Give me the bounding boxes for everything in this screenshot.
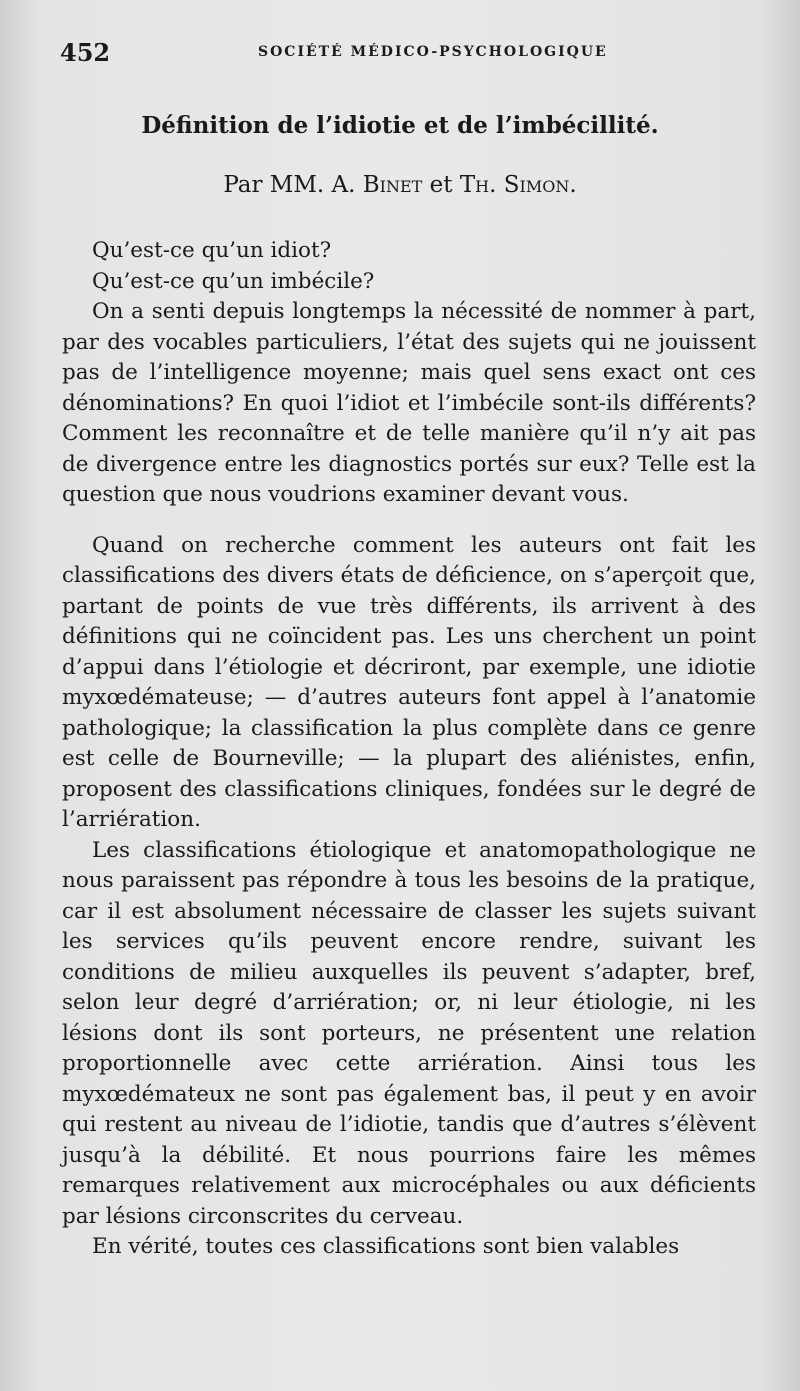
author-byline	[0, 172, 800, 198]
byline-and: et	[422, 172, 460, 198]
author-simon: Th. Simon	[459, 172, 570, 198]
running-head	[40, 38, 760, 68]
journal-title: SOCIÉTÉ MÉDICO-PSYCHOLOGIQUE	[258, 44, 608, 60]
question-imbecile: Qu’est-ce qu’un imbécile?	[92, 268, 375, 294]
page-number: 452	[60, 38, 111, 67]
paragraph-intro: On a senti depuis longtemps la nécessité de nommer à part, par des vocables particuliers, l’état des sujets qui ne jouissent pas de l’intelligence moyenne; mais quel sens exact ont ces dénominations? En quoi l’idiot et l’imbécile sont-ils différents? Comment les reconnaître et de telle manière qu’il n’y ait pas de divergence entre les diagnostics portés sur eux? Telle est la question que nous voudrions examiner devant vous.	[62, 299, 756, 507]
article-title: Définition de l’idiotie et de l’imbécillité.	[141, 112, 659, 139]
author-binet: A. Binet	[331, 172, 423, 198]
question-idiot: Qu’est-ce qu’un idiot?	[92, 238, 332, 263]
paragraph-classifications: Quand on recherche comment les auteurs ont fait les classifications des divers états de déficience, on s’aperçoit que, partant de points de vue très différents, ils arrivent à des définitions qui ne coïncident pas. Les uns cherchent un point d’appui dans l’étiologie et décriront, par exemple, une idiotie myxœdémateuse; — d’autres auteurs font appel à l’anatomie pathologique; la classification la plus complète dans ce genre est celle de Bourneville; — la plupart des aliénistes, enfin, proposent des classifications cliniques, fondées sur le degré de l’arriération.	[62, 532, 756, 832]
byline-prefix: Par MM.	[223, 172, 332, 198]
paragraph-etiology: Les classifications étiologique et anatomopathologique ne nous paraissent pas répondre à tous les besoins de la pratique, car il est absolument nécessaire de classer les sujets suivant les services qu’ils peuvent encore rendre, suivant les conditions de milieu auxquelles ils peuvent s’adapter, bref, selon leur degré d’arriération; or, ni leur étiologie, ni les lésions dont ils sont porteurs, ne présentent une relation proportionnelle avec cette arriération. Ainsi tous les myxœdémateux ne sont pas également bas, il peut y en avoir qui restent au niveau de l’idiotie, tandis que d’autres s’élèvent jusqu’à la débilité. Et nous pourrions faire les mêmes remarques relativement aux microcéphales ou aux déficients par lésions circonscrites du cerveau.	[62, 837, 756, 1229]
article-body	[62, 236, 756, 1263]
paragraph-conclusion-start: En vérité, toutes ces classifications sont bien valables	[92, 1234, 680, 1259]
byline-suffix: .	[569, 172, 577, 198]
